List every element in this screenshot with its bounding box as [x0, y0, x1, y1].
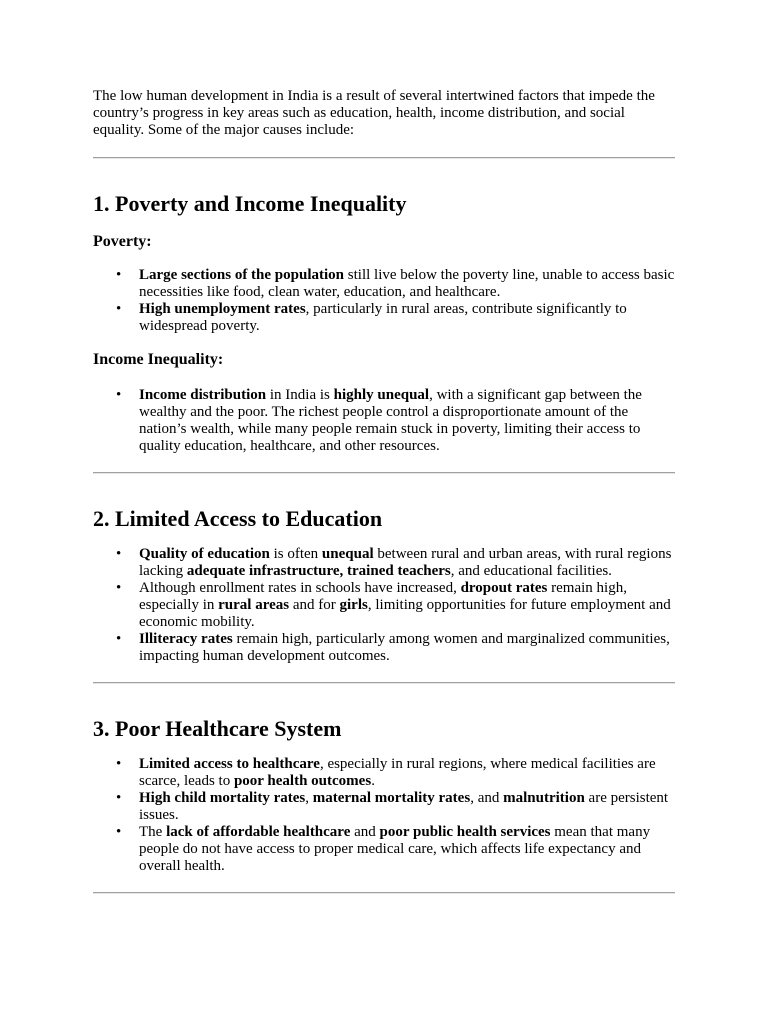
divider: [93, 157, 675, 159]
list-item: • High child mortality rates, maternal mortality rates, and malnutrition are persistent issues.: [139, 790, 675, 824]
bullet-list-income-inequality: [93, 387, 675, 455]
emphasis-text: malnutrition: [503, 790, 585, 806]
emphasis-text: lack of affordable healthcare: [166, 824, 351, 840]
section-title-poverty: 1. Poverty and Income Inequality: [93, 191, 407, 216]
section-title-healthcare: 3. Poor Healthcare System: [93, 716, 342, 741]
emphasis-text: Income distribution: [139, 387, 267, 403]
emphasis-text: maternal mortality rates: [312, 790, 471, 806]
emphasis-text: poor health outcomes: [233, 773, 372, 789]
list-item: • The lack of affordable healthcare and poor public health services mean that many people do not have access to proper medical care, which affects life expectancy and overall health.: [139, 824, 675, 875]
emphasis-text: highly unequal: [333, 387, 430, 403]
emphasis-text: adequate infrastructure, trained teachers: [186, 563, 451, 579]
divider: [93, 472, 675, 474]
emphasis-text: Illiteracy rates: [139, 631, 233, 647]
list-item: • Although enrollment rates in schools have increased, dropout rates remain high, especially in rural areas and for girls, limiting opportunities for future employment and economic mobility.: [139, 580, 675, 631]
emphasis-text: Limited access to healthcare: [139, 756, 320, 772]
bullet-list-healthcare: [93, 756, 675, 875]
emphasis-text: Quality of education: [139, 546, 270, 562]
document-content: [93, 88, 675, 894]
subsection-heading-poverty: Poverty:: [93, 233, 152, 250]
emphasis-text: unequal: [321, 546, 374, 562]
emphasis-text: Large sections of the population: [139, 267, 345, 283]
emphasis-text: High child mortality rates: [139, 790, 306, 806]
list-item: • Large sections of the population still live below the poverty line, unable to access basic necessities like food, clean water, education, and healthcare.: [139, 267, 675, 301]
list-item: • Illiteracy rates remain high, particularly among women and marginalized communities, impacting human development outcomes.: [139, 631, 675, 665]
list-item: • Quality of education is often unequal between rural and urban areas, with rural regions lacking adequate infrastructure, trained teachers, and educational facilities.: [139, 546, 675, 580]
subsection-heading-income-inequality: Income Inequality:: [93, 351, 224, 368]
divider: [93, 682, 675, 684]
bullet-list-poverty: [93, 267, 675, 335]
emphasis-text: rural areas: [218, 597, 290, 613]
bullet-list-education: [93, 546, 675, 665]
list-item: • Income distribution in India is highly unequal, with a significant gap between the wealthy and the poor. The richest people control a disproportionate amount of the nation’s wealth, while many people remain stuck in poverty, limiting their access to quality education, healthcare, and other resources.: [139, 387, 675, 455]
emphasis-text: girls: [339, 597, 368, 613]
emphasis-text: poor public health services: [379, 824, 551, 840]
list-item: • Limited access to healthcare, especially in rural regions, where medical facilities are scarce, leads to poor health outcomes.: [139, 756, 675, 790]
section-title-education: 2. Limited Access to Education: [93, 506, 383, 531]
emphasis-text: High unemployment rates: [139, 301, 306, 317]
list-item: • High unemployment rates, particularly in rural areas, contribute significantly to widespread poverty.: [139, 301, 675, 335]
emphasis-text: dropout rates: [460, 580, 548, 596]
intro-paragraph: The low human development in India is a result of several intertwined factors that impede the country’s progress in key areas such as education, health, income distribution, and social equality. Some of the major causes include:: [93, 88, 655, 138]
divider: [93, 892, 675, 894]
